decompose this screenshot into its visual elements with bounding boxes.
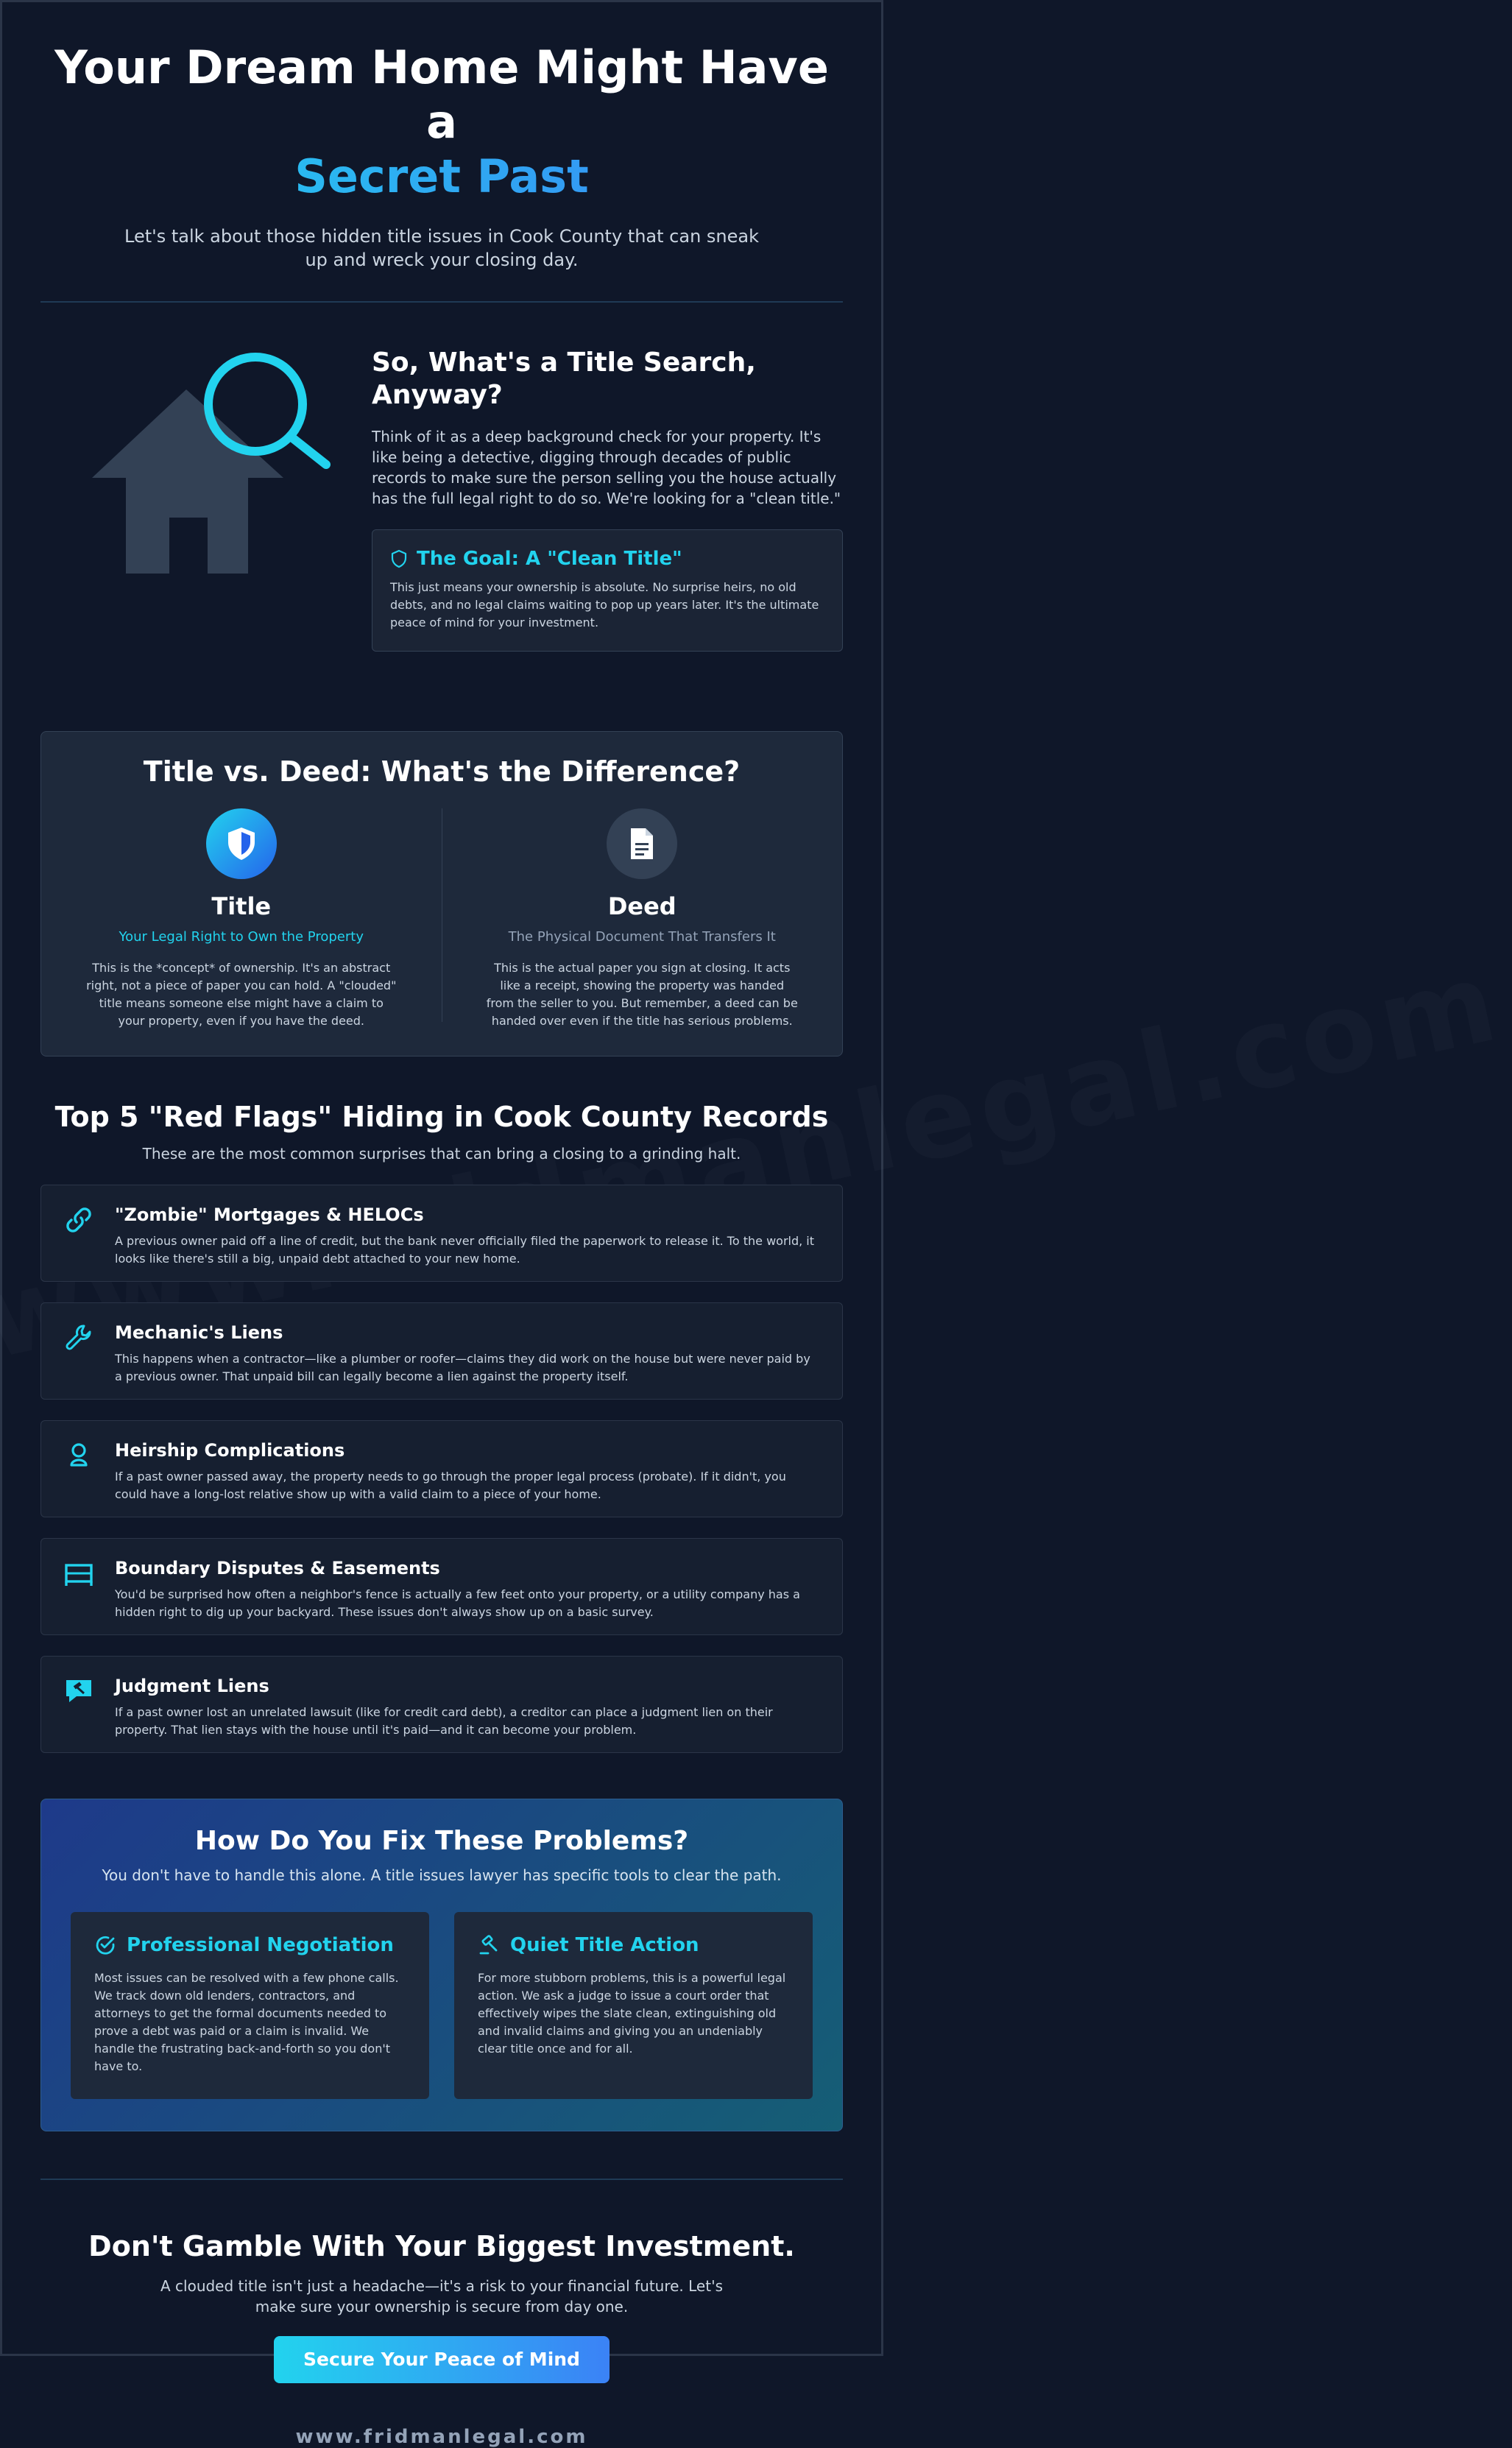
title-subtitle: Your Legal Right to Own the Property	[119, 929, 364, 945]
deed-description: This is the actual paper you sign at closing. It acts like a receipt, showing the property was handed from the seller to you. But remember, a deed can be handed over even if the title has serious problems.	[486, 961, 798, 1028]
hero-subtitle: Let's talk about those hidden title issues in Cook County that can sneak up and wreck your closing day.	[124, 226, 759, 270]
title-description: This is the *concept* of ownership. It's an abstract right, not a piece of paper you can hold. A "clouded" title means someone else might have a claim to your property, even if you have the deed.	[86, 961, 397, 1028]
fence-icon	[63, 1558, 94, 1589]
footer-url-link[interactable]: www.fridmanlegal.com	[295, 2426, 588, 2448]
fix-card-body: Most issues can be resolved with a few phone calls. We track down old lenders, contractors, and attorneys to get the formal documents needed to prove a debt was paid or a claim is invalid. We handle the frustrating back-and-forth so you don't have to.	[94, 1971, 399, 2073]
red-flag-item	[40, 1538, 843, 1635]
fix-card-negotiation	[71, 1912, 429, 2099]
divider	[40, 301, 843, 303]
red-flag-body: A previous owner paid off a line of credit, but the bank never officially filed the paperwork to release it. To the world, it looks like there's still a big, unpaid debt attached to your new home.	[115, 1234, 815, 1266]
shield-check-icon	[206, 808, 277, 879]
fix-card-title: Quiet Title Action	[510, 1934, 699, 1956]
fix-heading: How Do You Fix These Problems?	[194, 1826, 689, 1856]
red-flag-item	[40, 1302, 843, 1400]
link-icon	[63, 1204, 94, 1235]
deed-subtitle: The Physical Document That Transfers It	[508, 929, 776, 945]
deed-column	[442, 808, 843, 1030]
title-search-heading: So, What's a Title Search, Anyway?	[372, 348, 756, 410]
shield-icon	[390, 549, 408, 568]
red-flags-subtitle: These are the most common surprises that can bring a closing to a grinding halt.	[142, 1145, 741, 1163]
fix-section	[40, 1799, 843, 2131]
fix-card-title: Professional Negotiation	[127, 1934, 394, 1956]
title-search-section	[40, 347, 843, 685]
gavel-chat-icon	[63, 1676, 94, 1707]
house-icon	[40, 347, 372, 582]
red-flag-item	[40, 1185, 843, 1282]
red-flag-title: Mechanic's Liens	[115, 1322, 283, 1343]
deed-label: Deed	[607, 892, 676, 920]
red-flags-section	[40, 1101, 843, 1753]
title-label: Title	[211, 892, 272, 920]
red-flag-body: This happens when a contractor—like a plumber or roofer—claims they did work on the house but were never paid by a previous owner. That unpaid bill can legally become a lien against the property itself.	[115, 1352, 810, 1383]
cta-heading: Don't Gamble With Your Biggest Investment.	[88, 2230, 795, 2262]
divider	[40, 2179, 843, 2180]
red-flag-item	[40, 1420, 843, 1517]
red-flag-title: Heirship Complications	[115, 1440, 345, 1461]
wrench-icon	[63, 1322, 94, 1353]
title-vs-deed-section	[40, 731, 843, 1057]
fix-card-quiet-title	[454, 1912, 813, 2099]
red-flag-title: Boundary Disputes & Easements	[115, 1558, 440, 1578]
secure-peace-of-mind-button[interactable]: Secure Your Peace of Mind	[274, 2336, 610, 2383]
page-title-accent: Secret Past	[40, 149, 843, 204]
house-magnifier-illustration	[40, 347, 372, 685]
page-title-line: Your Dream Home Might Have a	[54, 40, 829, 149]
cta-section	[40, 2230, 843, 2383]
goal-callout	[372, 529, 843, 652]
red-flag-body: You'd be surprised how often a neighbor's fence is actually a few feet onto your property, or a utility company has a hidden right to dig up your backyard. These issues don't always show up on a basic survey.	[115, 1587, 800, 1619]
goal-title: The Goal: A "Clean Title"	[417, 548, 682, 570]
red-flag-item	[40, 1656, 843, 1753]
red-flag-body: If a past owner lost an unrelated lawsuit (like for credit card debt), a creditor can place a judgment lien on their property. That lien stays with the house until it's paid—and it can become your problem.	[115, 1705, 773, 1737]
check-circle-icon	[94, 1934, 116, 1956]
document-icon	[607, 808, 677, 879]
page-title	[40, 40, 843, 204]
red-flags-heading: Top 5 "Red Flags" Hiding in Cook County Records	[54, 1101, 829, 1133]
fix-card-body: For more stubborn problems, this is a powerful legal action. We ask a judge to issue a court order that effectively wipes the slate clean, extinguishing old and invalid claims and giving you an undeniably clear title once and for all.	[478, 1971, 786, 2056]
goal-body: This just means your ownership is absolute. No surprise heirs, no old debts, and no legal claims waiting to pop up years later. It's the ultimate peace of mind for your investment.	[390, 580, 819, 629]
gavel-icon	[478, 1934, 500, 1956]
hero-section	[40, 2, 843, 272]
title-vs-deed-heading: Title vs. Deed: What's the Difference?	[143, 755, 741, 788]
person-icon	[63, 1440, 94, 1471]
fix-subtitle: You don't have to handle this alone. A title issues lawyer has specific tools to clear the path.	[102, 1866, 782, 1884]
red-flag-title: Judgment Liens	[115, 1676, 269, 1696]
title-column	[41, 808, 442, 1030]
red-flag-body: If a past owner passed away, the property needs to go through the proper legal process (probate). If it didn't, you could have a long-lost relative show up with a valid claim to a piece of your home.	[115, 1470, 786, 1501]
cta-body: A clouded title isn't just a headache—it's a risk to your financial future. Let's make sure your ownership is secure from day one.	[160, 2277, 723, 2315]
red-flag-title: "Zombie" Mortgages & HELOCs	[115, 1204, 424, 1225]
title-search-body: Think of it as a deep background check for your property. It's like being a detective, digging through decades of public records to make sure the person selling you the house actually has the full legal right to do so. We're looking for a "clean title."	[372, 428, 841, 507]
